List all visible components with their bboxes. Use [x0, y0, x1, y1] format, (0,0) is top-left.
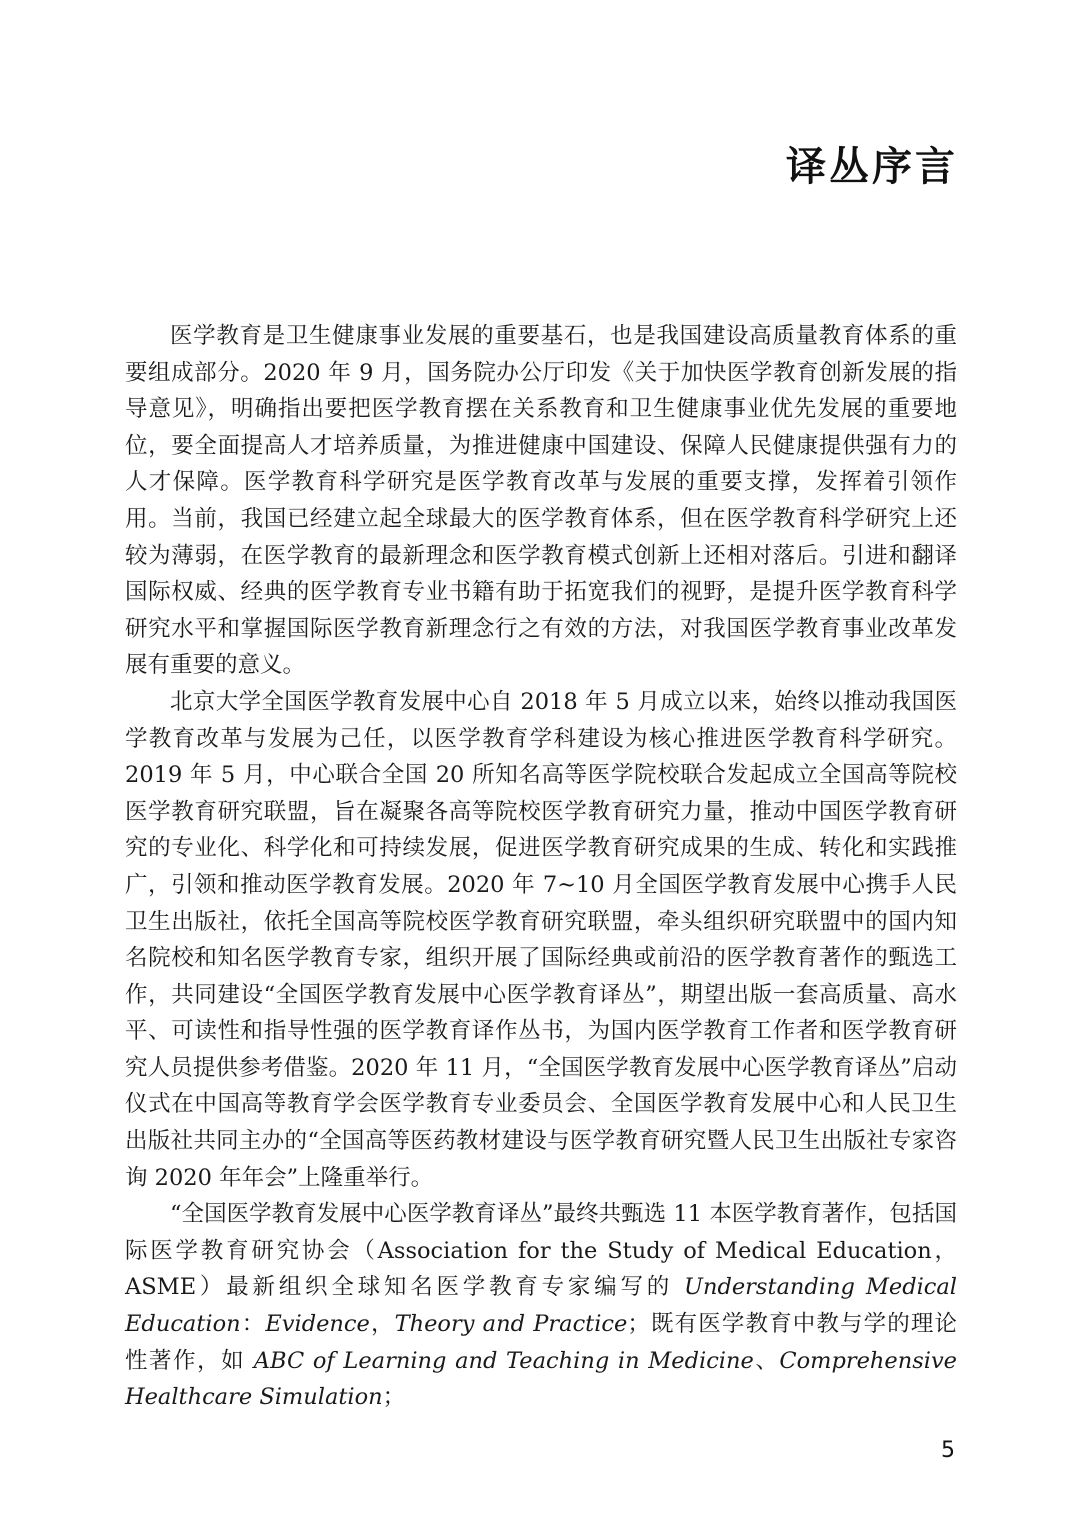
- page-title: 译丛序言: [786, 144, 958, 190]
- text-segment: 北京大学全国医学教育发展中心自 2018 年 5 月成立以来，始终以推动我国医学教育改革与发展为己任，以医学教育学科建设为核心推进医学教育科学研究。2019 年 5 月，中心联合全国 20 所知名高等医学院校联合发起成立全国高等院校医学教育研究联盟，旨在凝聚各高等院校医学教育研究力量，推动中国医学教育研究的专业化、科学化和可持续发展，促进医学教育研究成果的生成、转化和实践推广，引领和推动医学教育发展。2020 年 7~10 月全国医学教育发展中心携手人民卫生出版社，依托全国高等院校医学教育研究联盟，牵头组织研究联盟中的国内知名院校和知名医学教育专家，组织开展了国际经典或前沿的医学教育著作的甄选工作，共同建设“全国医学教育发展中心医学教育译丛”，期望出版一套高质量、高水平、可读性和指导性强的医学教育译作丛书，为国内医学教育工作者和医学教育研究人员提供参考借鉴。2020 年 11 月，“全国医学教育发展中心医学教育译丛”启动仪式在中国高等教育学会医学教育专业委员会、全国医学教育发展中心和人民卫生出版社共同主办的“全国高等医药教材建设与医学教育研究暨人民卫生出版社专家咨询 2020 年年会”上隆重举行。: [125, 688, 957, 1191]
- text-segment: ，: [369, 1311, 395, 1338]
- body-text: [125, 318, 957, 1416]
- text-segment: 医学教育是卫生健康事业发展的重要基石，也是我国建设高质量教育体系的重要组成部分。2020 年 9 月，国务院办公厅印发《关于加快医学教育创新发展的指导意见》，明确指出要把医学教育摆在关系教育和卫生健康事业优先发展的重要地位，要全面提高人才培养质量，为推进健康中国建设、保障人民健康提供强有力的人才保障。医学教育科学研究是医学教育改革与发展的重要支撑，发挥着引领作用。当前，我国已经建立起全球最大的医学教育体系，但在医学教育科学研究上还较为薄弱，在医学教育的最新理念和医学教育模式创新上还相对落后。引进和翻译国际权威、经典的医学教育专业书籍有助于拓宽我们的视野，是提升医学教育科学研究水平和掌握国际医学教育新理念行之有效的方法，对我国医学教育事业改革发展有重要的意义。: [125, 323, 957, 679]
- paragraph-2: [125, 684, 957, 1196]
- page-number: 5: [941, 1438, 955, 1463]
- text-segment: ：: [240, 1311, 266, 1338]
- paragraph-3: [125, 1196, 957, 1416]
- book-title-theory-and-practice: Theory and Practice: [394, 1311, 628, 1338]
- book-title-understanding-medical-education: Understanding Medical Education: [125, 1274, 958, 1338]
- paragraph-1: [125, 318, 957, 684]
- text-segment: ；: [382, 1384, 406, 1411]
- book-title-evidence: Evidence: [265, 1311, 370, 1338]
- book-title-comprehensive-healthcare-simulation: Comprehensive Healthcare Simulation: [125, 1347, 957, 1411]
- text-segment: “全国医学教育发展中心医学教育译丛”最终共甄选 11 本医学教育著作，包括国际医学教育研究协会（Association for the Study of Medical Education，ASME）最新组织全球知名医学教育专家编写的: [125, 1201, 957, 1301]
- text-segment: 、: [753, 1347, 780, 1374]
- book-title-abc-of-learning: ABC of Learning and Teaching in Medicine: [253, 1347, 754, 1374]
- text-segment: ；既有医学教育中教与学的理论性著作，如: [125, 1311, 957, 1374]
